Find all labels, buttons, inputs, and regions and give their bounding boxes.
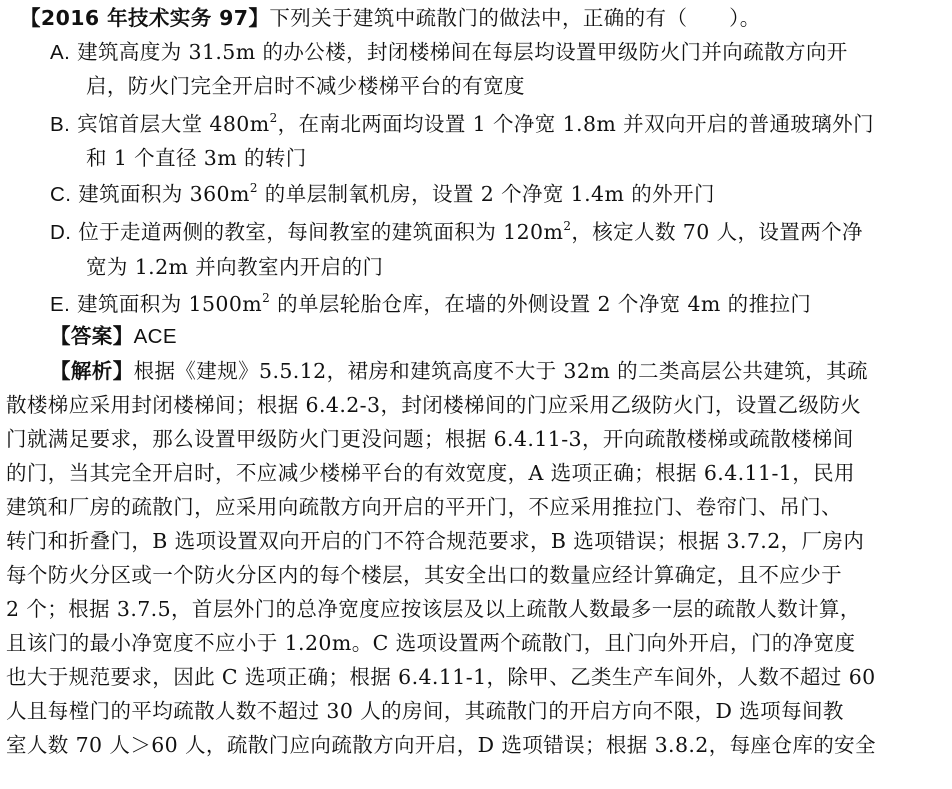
analysis-line-11 — [6, 697, 844, 726]
option-d-superscript: 2 — [563, 219, 572, 233]
question-tag: 【2016 年技术实务 97】 — [20, 6, 270, 30]
analysis-text-3: 门就满足要求，那么设置甲级防火门更没问题；根据 6.4.11-3，开向疏散楼梯或疏散楼梯间 — [6, 427, 854, 451]
option-b-text-1a: 宾馆首层大堂 480m — [77, 112, 270, 136]
analysis-line-10 — [6, 663, 876, 692]
answer-line — [50, 322, 177, 351]
option-b-continued — [86, 144, 307, 173]
option-b-superscript: 2 — [269, 111, 278, 125]
option-c — [50, 180, 715, 209]
analysis-line-2 — [6, 391, 861, 420]
option-a — [50, 38, 942, 67]
option-d — [50, 218, 863, 247]
analysis-line-9 — [6, 629, 855, 658]
analysis-line-8 — [6, 595, 861, 624]
option-d-letter: D. — [50, 221, 72, 244]
analysis-text-8: 2 个；根据 3.7.5，首层外门的总净宽度应按该层及以上疏散人数最多一层的疏散人数计算， — [6, 597, 861, 621]
analysis-text-5: 建筑和厂房的疏散门，应采用向疏散方向开启的平开门，不应采用推拉门、卷帘门、吊门、 — [6, 495, 842, 519]
option-b-text-2: 和 1 个直径 3m 的转门 — [86, 146, 307, 170]
option-b — [50, 110, 874, 139]
answer-value: ACE — [133, 325, 177, 348]
option-d-continued — [86, 253, 383, 282]
analysis-line-4 — [6, 459, 855, 488]
analysis-text-2: 散楼梯应采用封闭楼梯间；根据 6.4.2-3，封闭楼梯间的门应采用乙级防火门，设置乙级防火 — [6, 393, 862, 417]
option-e-letter: E. — [50, 293, 71, 316]
analysis-text-11: 人且每樘门的平均疏散人数不超过 30 人的房间，其疏散门的开启方向不限，D 选项每间教 — [6, 699, 844, 723]
analysis-text-1: 根据《建规》5.5.12，裙房和建筑高度不大于 32m 的二类高层公共建筑，其疏 — [133, 359, 868, 383]
analysis-line-12 — [6, 731, 876, 760]
option-a-continued — [86, 72, 525, 101]
analysis-text-12: 室人数 70 人＞60 人，疏散门应向疏散方向开启，D 选项错误；根据 3.8.2，每座仓库的安全 — [6, 733, 876, 757]
option-a-text-2: 启，防火门完全开启时不减少楼梯平台的有宽度 — [86, 74, 525, 98]
analysis-line-5 — [6, 493, 842, 522]
analysis-text-7: 每个防火分区或一个防火分区内的每个楼层，其安全出口的数量应经计算确定，且不应少于 — [6, 563, 842, 587]
option-e-text-1b: 的单层轮胎仓库，在墙的外侧设置 2 个净宽 4m 的推拉门 — [270, 292, 812, 316]
option-e — [50, 290, 811, 319]
analysis-text-10: 也大于规范要求，因此 C 选项正确；根据 6.4.11-1，除甲、乙类生产车间外，人数不超过 60 — [6, 665, 876, 689]
option-d-text-1b: ，核定人数 70 人，设置两个净 — [571, 220, 863, 244]
analysis-line-6 — [6, 527, 864, 556]
analysis-text-9: 且该门的最小净宽度不应小于 1.20m。C 选项设置两个疏散门，且门向外开启，门的净宽度 — [6, 631, 856, 655]
question-stem-line — [20, 4, 761, 33]
analysis-line-3 — [6, 425, 854, 454]
analysis-text-4: 的门，当其完全开启时，不应减少楼梯平台的有效宽度，A 选项正确；根据 6.4.11-1，民用 — [6, 461, 855, 485]
option-c-text-1a: 建筑面积为 360m — [78, 182, 250, 206]
analysis-line-7 — [6, 561, 842, 590]
analysis-label: 【解析】 — [50, 359, 134, 383]
analysis-line-1 — [50, 357, 868, 386]
answer-label: 【答案】 — [50, 324, 134, 348]
option-e-superscript: 2 — [262, 291, 271, 305]
option-d-text-2: 宽为 1.2m 并向教室内开启的门 — [86, 255, 384, 279]
option-b-text-1b: ，在南北两面均设置 1 个净宽 1.8m 并双向开启的普通玻璃外门 — [277, 112, 874, 136]
option-c-text-1b: 的单层制氧机房，设置 2 个净宽 1.4m 的外开门 — [257, 182, 715, 206]
option-c-superscript: 2 — [249, 181, 258, 195]
option-a-text-1: 建筑高度为 31.5m 的办公楼，封闭楼梯间在每层均设置甲级防火门并向疏散方向开 — [77, 40, 848, 64]
option-c-letter: C. — [50, 183, 72, 206]
option-a-letter: A. — [50, 41, 71, 64]
option-d-text-1a: 位于走道两侧的教室，每间教室的建筑面积为 120m — [78, 220, 564, 244]
analysis-text-6: 转门和折叠门，B 选项设置双向开启的门不符合规范要求，B 选项错误；根据 3.7.2，厂房内 — [6, 529, 865, 553]
option-b-letter: B. — [50, 113, 71, 136]
option-e-text-1a: 建筑面积为 1500m — [77, 292, 263, 316]
question-stem: 下列关于建筑中疏散门的做法中，正确的有（ ）。 — [269, 6, 761, 30]
